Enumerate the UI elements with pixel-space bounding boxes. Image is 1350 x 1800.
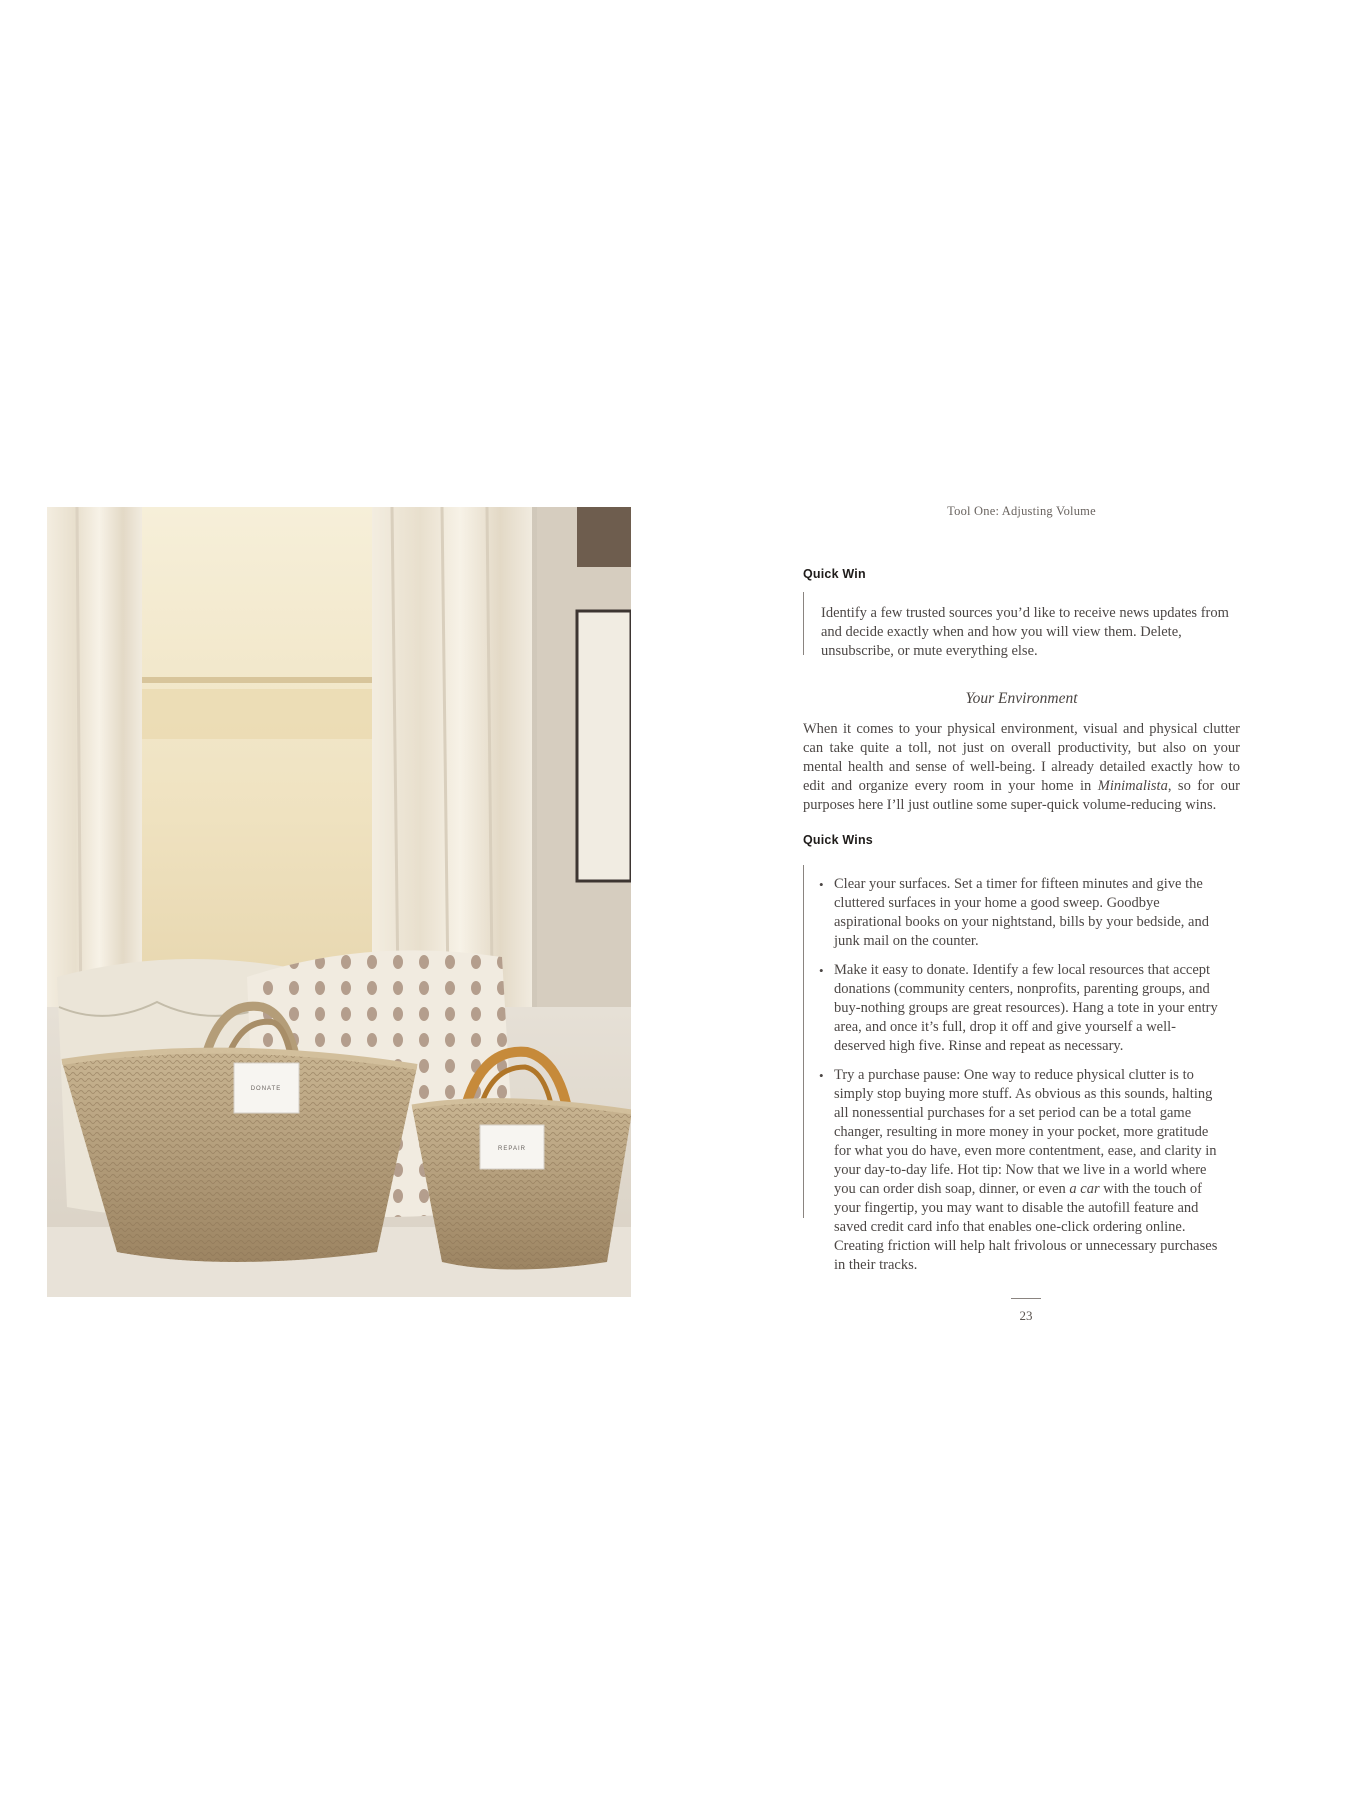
list-item-text-2: with the touch of your fingertip, you may want to disable the autofill feature and saved credit card info that enables one-click ordering online. Creating friction will help halt frivolous or unnecessary purchases in their tracks.	[834, 1181, 1218, 1273]
list-item: • Clear your surfaces. Set a timer for fifteen minutes and give the cluttered surfaces in your home a good sweep. Goodbye aspirational books on your nightstand, bills by your bedside, and junk mail on the counter.	[803, 875, 1223, 951]
baskets-photo-illustration	[47, 507, 631, 1297]
quick-win-text: Identify a few trusted sources you’d like to receive news updates from and decide exactly when and how you will view them. Delete, unsubscribe, or mute everything else.	[821, 605, 1229, 659]
list-item	[803, 1066, 1223, 1275]
quick-win-box	[803, 592, 1240, 659]
body-paragraph	[803, 720, 1240, 815]
list-item-text-1: Try a purchase pause: One way to reduce physical clutter is to simply stop buying more stuff. As obvious as this sounds, halting all nonessential purchases for a set period can be a total game changer, resulting in more money in your pocket, more gratitude for what you do have, even more contentment, ease, and clarity in your day-to-day life. Hot tip: Now that we live in a world where you can order dish soap, dinner, or even	[834, 1067, 1217, 1197]
text-page	[803, 500, 1240, 1330]
page-number-rule	[1011, 1298, 1041, 1299]
quick-wins-label: Quick Wins	[803, 833, 873, 847]
repair-tag-text: REPAIR	[498, 1146, 526, 1152]
body-paragraph-text-1: When it comes to your physical environment, visual and physical clutter can take quite a toll, not just on overall productivity, but also on your mental health and sense of well-being. I already detailed exactly how to edit and organize every room in your home in	[803, 721, 1240, 794]
donate-tag-text: DONATE	[250, 1086, 282, 1092]
baskets-photo	[47, 507, 631, 1297]
list-item-italic: a car	[1069, 1181, 1100, 1197]
quick-wins-box	[803, 865, 1240, 1737]
running-head: Tool One: Adjusting Volume	[947, 504, 1096, 518]
list-item: • Make it easy to donate. Identify a few local resources that accept donations (community centers, nonprofits, parenting groups, and buy-nothing groups are great resources). Hang a tote in your entry area, and once it’s full, drop it off and give yourself a well-deserved high five. Rinse and repeat as necessary.	[803, 961, 1223, 1056]
body-paragraph-italic: Minimalista	[1097, 778, 1168, 794]
page-number: 23	[1019, 1308, 1033, 1323]
body-paragraph-text-2: , so for our purposes here I’ll just outline some super-quick volume-reducing wins.	[803, 778, 1240, 813]
section-title: Your Environment	[965, 690, 1078, 707]
quick-win-label: Quick Win	[803, 567, 866, 581]
quick-wins-list	[803, 865, 1223, 1275]
